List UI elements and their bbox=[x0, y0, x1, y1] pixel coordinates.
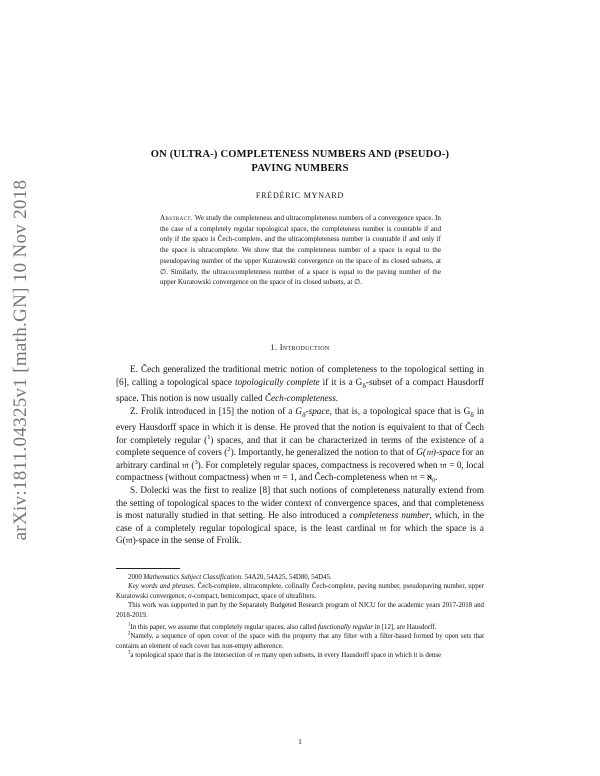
emphasis: $G_\delta$-space bbox=[295, 405, 330, 419]
msc-note: 2000 Mathematics Subject Classification. 54A20, 54A25, 54D80, 54D45. bbox=[128, 574, 332, 581]
footnote-ref-3[interactable]: 3 bbox=[194, 458, 198, 466]
page-number: 1 bbox=[298, 737, 302, 746]
paper-title bbox=[120, 148, 480, 176]
title-line-1: ON (ULTRA-) COMPLETENESS NUMBERS AND (PSEUDO-) bbox=[150, 149, 450, 160]
title-line-2: PAVING NUMBERS bbox=[251, 163, 349, 174]
footnote-2: $^2$Namely, a sequence of open cover of the space with the property that any filter with a filter-based formed by open sets that contains an element of each cover has non-empty adherence. bbox=[116, 632, 484, 650]
footnotes bbox=[116, 573, 484, 661]
arxiv-stamp-text: arXiv:1811.04325v1 [math.GN] 10 Nov 2018 bbox=[10, 179, 31, 541]
footnote-3: $^3$a topological space that is the intersection of 𝔪 many open subsets, in every Hausdorff space in which it is dense bbox=[128, 650, 442, 660]
abstract-text: We study the completeness and ultracompleteness numbers of a convergence space. In the case of a completely regular topological space, the completeness number is countable if and only if the space is Čech-complete, and the ultracompleteness number is countable if and only if the space is ultracomplete. We show that the completeness number of a space is equal to the pseudopaving number of the upper Kuratowski convergence on the space of its closed subsets, at ∅. Similarly, the ultracocompleteness number of a space is equal to the paving number of the upper Kuratowski convergence on the space of its closed subsets, at ∅. bbox=[160, 214, 441, 287]
emphasis: completeness number bbox=[349, 510, 430, 521]
keywords-note: Key words and phrases. Čech-complete, ultracomplete, cofinally Čech-complete, paving number, pseudopaving number, upper Kuratowski convergence, σ-compact, hemicompact, space of ultrafilters. bbox=[116, 583, 484, 600]
abstract-label: Abstract. bbox=[160, 214, 194, 222]
arxiv-stamp bbox=[6, 160, 36, 560]
footnote-rule bbox=[116, 568, 180, 569]
footnote-ref-2[interactable]: 2 bbox=[227, 446, 231, 454]
paragraph-2: Z. Frolík introduced in [15] the notion of a $G_\delta$-space, that is, a topological space that is $G_\delta$ in every Hausdorff space in which it is dense. He proved that the notion is equivalent to that of Čech for completely regular ($^1$) spaces, and that it can be characterized in terms of the existence of a complete sequence of covers ($^2$). Importantly, he generalized the notion to that of G(𝔪)-space for an arbitrary cardinal 𝔪 ($^3$). For completely regular spaces, compactness is recovered when 𝔪 = 0, local compactness (without compactness) when 𝔪 = 1, and Čech-completeness when 𝔪 = ℵ₀. bbox=[116, 405, 484, 483]
body-text bbox=[116, 363, 484, 547]
paragraph-1: E. Čech generalized the traditional metric notion of completeness to the topological setting in [6], calling a topological space topologically complete if it is a $G_\delta$-subset of a compact Hausdorff space. This notion is now usually called Čech-completeness. bbox=[116, 364, 484, 404]
paragraph-3: S. Dolecki was the first to realize [8] that such notions of completeness naturally extend from the setting of topological spaces to the wider context of convergence spaces, and that completeness is most naturally studied in that setting. He also introduced a completeness number, which, in the case of a completely regular topological space, is the least cardinal 𝔪 for which the space is a G(𝔪)-space in the sense of Frolík. bbox=[116, 485, 484, 546]
emphasis: G(𝔪)-space bbox=[416, 447, 460, 458]
abstract bbox=[160, 213, 441, 288]
emphasis: Čech-completeness bbox=[264, 393, 336, 404]
author: FRÉDÉRIC MYNARD bbox=[255, 191, 345, 200]
section-heading: 1. Introduction bbox=[270, 342, 330, 352]
emphasis: topologically complete bbox=[234, 376, 320, 387]
footnote-1: $^1$In this paper, we assume that completely regular spaces, also called functionally regular in [12], are Hausdorff. bbox=[128, 622, 437, 632]
footnote-ref-1[interactable]: 1 bbox=[207, 433, 211, 441]
support-note: This work was supported in part by the Separately Budgeted Research program of NJCU for the academic years 2017-2018 and 2018-2019. bbox=[116, 602, 484, 619]
